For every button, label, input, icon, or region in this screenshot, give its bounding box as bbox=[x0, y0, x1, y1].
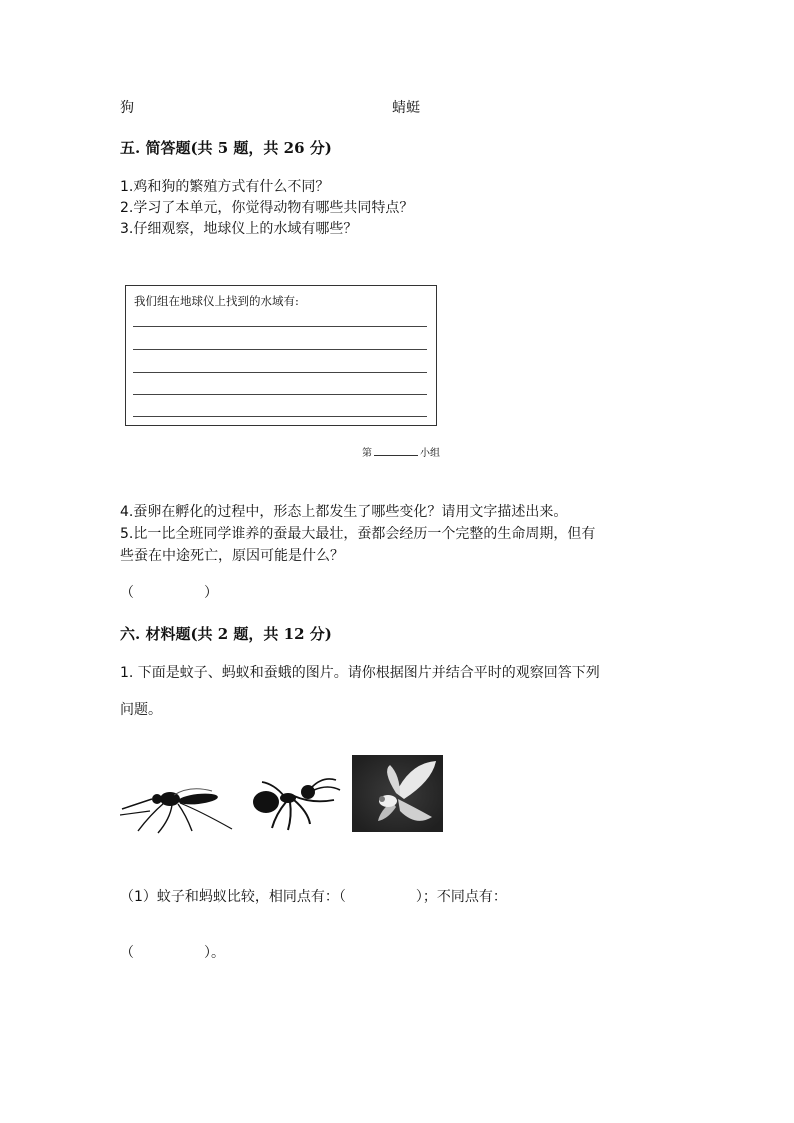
section6-heading: 六. 材料题(共 2 题，共 12 分) bbox=[120, 625, 332, 643]
dragonfly-label: 蜻蜓 bbox=[392, 100, 420, 116]
question-1: 1.鸡和狗的繁殖方式有什么不同？ bbox=[120, 179, 330, 195]
silkmoth-icon bbox=[352, 755, 443, 832]
group-suffix: 小组 bbox=[420, 448, 440, 459]
worksheet-title: 我们组在地球仪上找到的水域有: bbox=[134, 294, 299, 308]
ant-icon bbox=[248, 770, 343, 835]
question-2: 2.学习了本单元，你觉得动物有哪些共同特点？ bbox=[120, 200, 414, 216]
section5-heading: 五. 简答题(共 5 题，共 26 分) bbox=[120, 139, 332, 157]
dog-label: 狗 bbox=[120, 100, 134, 116]
question-5-line-2: 些蚕在中途死亡，原因可能是什么？ bbox=[120, 548, 344, 564]
sub-question-1-line-1: （1）蚊子和蚂蚁比较，相同点有：（ ）；不同点有： bbox=[120, 889, 507, 905]
group-prefix: 第 bbox=[362, 448, 372, 459]
answer-blank[interactable]: （ ） bbox=[120, 585, 218, 601]
question-4: 4.蚕卵在孵化的过程中，形态上都发生了哪些变化？请用文字描述出来。 bbox=[120, 504, 568, 520]
answer-line-3[interactable] bbox=[133, 372, 427, 373]
answer-line-1[interactable] bbox=[133, 326, 427, 327]
question-3: 3.仔细观察，地球仪上的水域有哪些？ bbox=[120, 221, 358, 237]
worksheet-box bbox=[125, 285, 437, 426]
sub-question-1-line-2: （ ）。 bbox=[120, 945, 225, 961]
mosquito-icon bbox=[120, 775, 235, 835]
material-question-1-line-1: 1. 下面是蚊子、蚂蚁和蚕蛾的图片。请你根据图片并结合平时的观察回答下列 bbox=[120, 665, 600, 681]
answer-line-5[interactable] bbox=[133, 416, 427, 417]
answer-line-2[interactable] bbox=[133, 349, 427, 350]
material-question-1-line-2: 问题。 bbox=[120, 702, 162, 718]
answer-line-4[interactable] bbox=[133, 394, 427, 395]
group-number-field bbox=[362, 444, 440, 459]
question-5-line-1: 5.比一比全班同学谁养的蚕最大最壮，蚕都会经历一个完整的生命周期，但有 bbox=[120, 526, 596, 542]
group-number-blank[interactable] bbox=[374, 446, 418, 456]
